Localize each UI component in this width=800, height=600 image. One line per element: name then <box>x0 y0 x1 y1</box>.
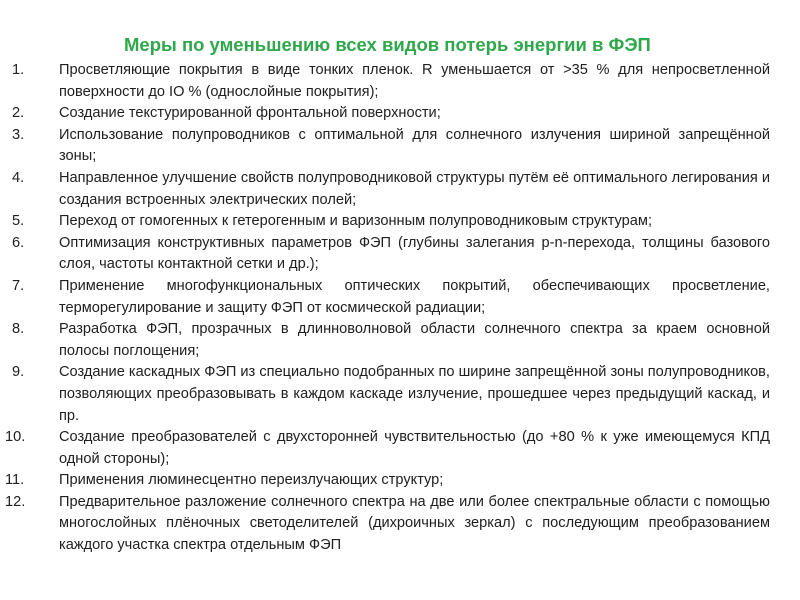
list-number: 11. <box>5 472 25 489</box>
list-number: 10. <box>5 429 26 446</box>
list-item-text: Направленное улучшение свойств полупроводниковой структуры путём её оптимального легирования и создания встроенных электрических полей; <box>59 169 770 208</box>
list-number: 1. <box>12 62 25 78</box>
list-number: 4. <box>12 169 25 186</box>
list-item-text: Переход от гомогенных к гетерогенным и варизонным полупроводниковым структурам; <box>59 213 653 230</box>
list-item-4 <box>0 168 800 211</box>
list-item-10 <box>0 427 800 470</box>
list-item-text: Создание преобразователей с двухсторонней чувствительностью (до +80 % к уже имеющемуся КПД одной стороны); <box>59 429 770 467</box>
list-item-text: Предварительное разложение солнечного спектра на две или более спектральные области с помощью многослойных плёночных светоделителей (дихроичных зеркал) с последующим преобразованием каждого участка спектра отдельным ФЭП <box>59 493 770 554</box>
list-item-2 <box>0 103 800 125</box>
list-item-12 <box>0 492 800 557</box>
measures-list <box>0 60 800 557</box>
list-number: 3. <box>12 126 25 143</box>
list-number: 6. <box>12 234 25 251</box>
list-number: 8. <box>12 321 25 338</box>
list-number: 5. <box>12 213 25 230</box>
list-item-text: Оптимизация конструктивных параметров ФЭП (глубины залегания p-n-перехода, толщины базового слоя, частоты контактной сетки и др.); <box>59 234 770 273</box>
list-item-8 <box>0 319 800 362</box>
list-number: 12. <box>5 493 26 510</box>
list-item-text: Просветляющие покрытия в виде тонких пленок. R уменьшается от >35 % для непросветленной поверхности до IO % (однослойные покрытия); <box>59 62 770 100</box>
list-item-9 <box>0 362 800 427</box>
list-item-3 <box>0 125 800 168</box>
list-item-text: Использование полупроводников с оптимальной для солнечного излучения шириной запрещённой зоны; <box>59 126 770 165</box>
list-item-text: Разработка ФЭП, прозрачных в длинноволновой области солнечного спектра за краем основной полосы поглощения; <box>59 321 770 359</box>
list-item-text: Применение многофункциональных оптических покрытий, обеспечивающих просветление, терморегулирование и защиту ФЭП от космической радиации; <box>59 277 770 316</box>
list-item-text: Применения люминесцентно переизлучающих структур; <box>59 472 444 489</box>
list-number: 9. <box>12 364 25 381</box>
list-number: 7. <box>12 277 25 294</box>
list-item-text: Создание текстурированной фронтальной поверхности; <box>59 105 441 122</box>
slide-title: Меры по уменьшению всех видов потерь энергии в ФЭП <box>124 34 651 55</box>
list-item-text: Создание каскадных ФЭП из специально подобранных по ширине запрещённой зоны полупроводников, позволяющих преобразовывать в каждом каскаде излучение, прошедшее через предыдущий каскад, и пр. <box>59 364 770 424</box>
list-item-5 <box>0 211 800 233</box>
list-item-6 <box>0 233 800 276</box>
list-item-1 <box>0 60 800 103</box>
list-item-7 <box>0 276 800 319</box>
list-item-11 <box>0 470 800 492</box>
list-number: 2. <box>12 105 25 122</box>
